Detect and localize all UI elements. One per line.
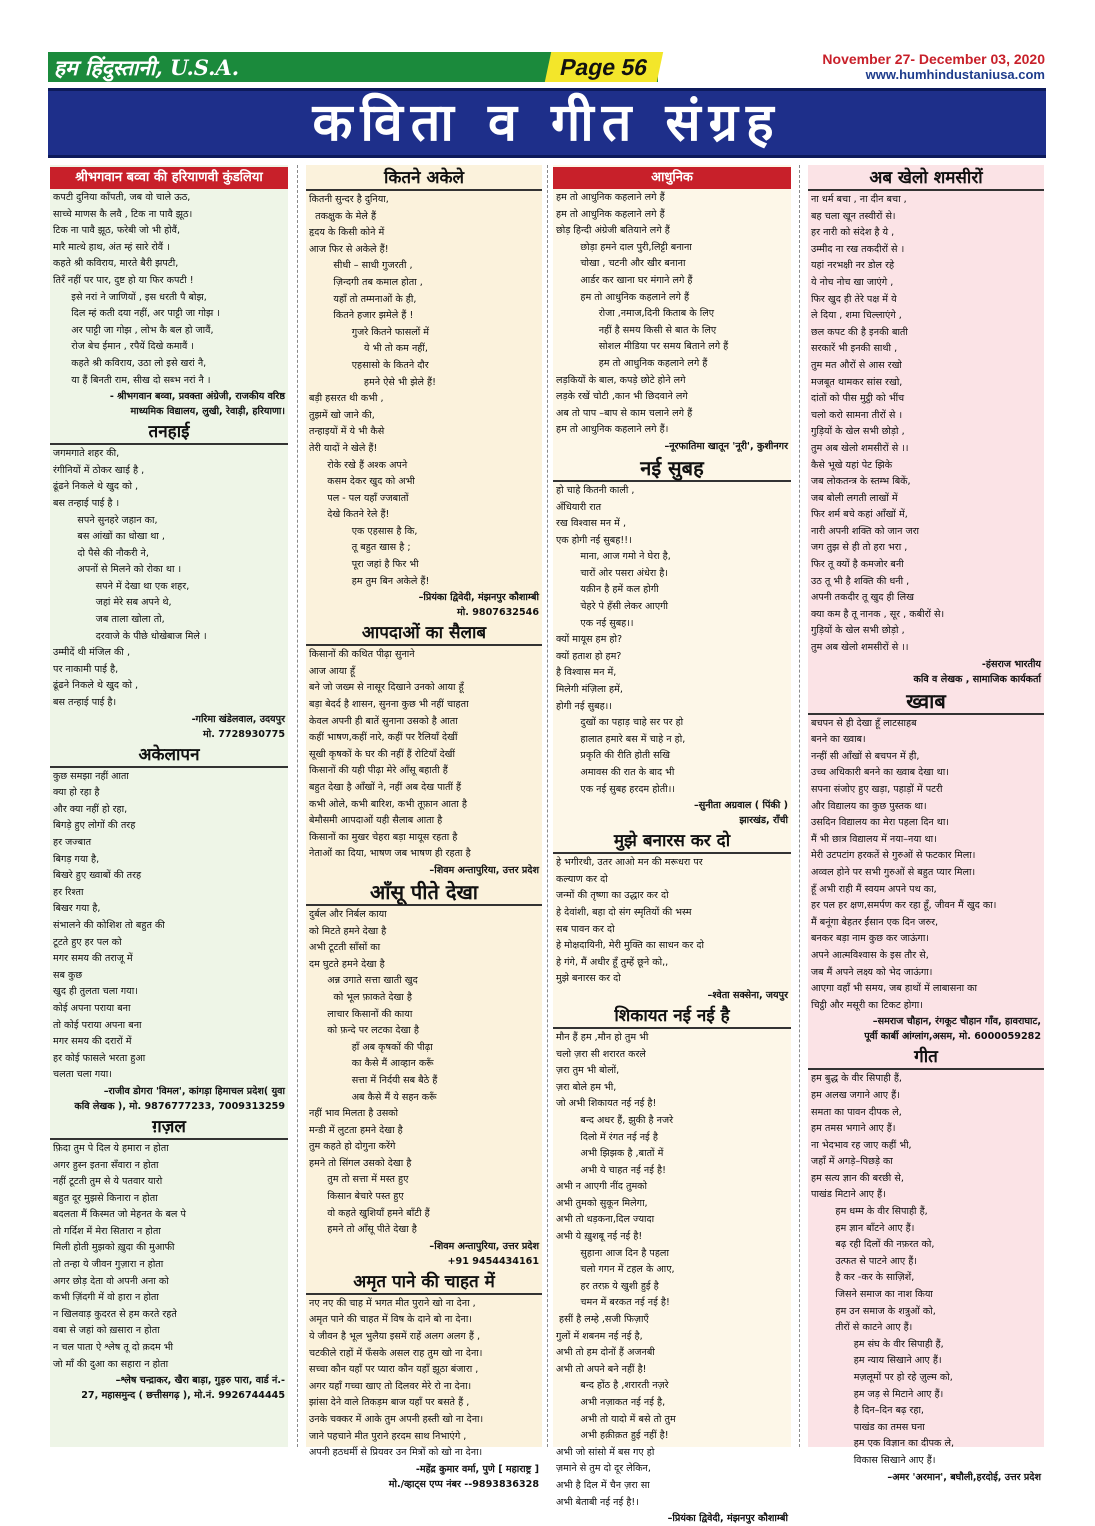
poem-title: ग़ज़ल bbox=[50, 1116, 288, 1140]
poem-author: - श्रीभगवान बव्वा, प्रवक्ता अंग्रेजी, राजकीय वरिष्ठ माध्यमिक विद्यालय, लुखी, रेवाड़ी, हरियाणा। bbox=[109, 391, 285, 418]
poem-text: कितनी सुन्दर है दुनिया, तकक्षुक के मेले हैं हृदय के किसी कोने में आज फिर से अकेले हैं! सीधी – साधी गुजरती , ज़िन्दगी तब कमाल होता , यहाँ तो तम्मनाओं के ही, कितने हजार झमेले हैं ! गुजरे कितने फासलों में ये भी तो कम नहीं, एहसासो के कितने दौर हमने ऐसे भी झेले हैं! बड़ी हसरत थी कभी , तुझमें खो जाने की, तन्हाइयों में ये भी कैसे तेरी यादों ने खेले हैं! रोके रखे हैं अश्क अपने कसम देकर खुद को अभी पल - पल यहाँ ज्जबातों देखे कितने रेले हैं! एक एहसास है कि, तू बहुत खास है ; पूरा जहां है फिर भी हम तुम बिन अकेले हैं! bbox=[309, 194, 436, 587]
poem-title: शिकायत नई नई है bbox=[553, 1005, 791, 1029]
poem-author: –प्रियंका द्विवेदी, मंझनपुर कौशाम्बी bbox=[667, 1513, 788, 1525]
poem-text: मौन हैं हम ,मौन हो तुम भी चलो ज़रा सी शरारत करले ज़रा तुम भी बोलों, ज़रा बोले हम भी, जो अभी शिकायत नई नई है! बन्द अधर हैं, झुकी है नजरे दिलो में रंगत नई नई है अभी झिझक है ,बातों में अभी ये चाहत नई नई है! अभी न आएगी नींद तुमको अभी तुमको सुकून मिलेगा, अभी तो धड़कना,दिल ज्यादा अभी ये ख़ुशबू नई नई है! सुहाना आज दिन है पहला चलो गगन में टहल के आए, हर तरफ़ ये खुशी हुई है चमन में बरकत नई नई है! हसीं है लम्हे ,सजी फिज़ाएँ गुलों में शबनम नई नई है, अभी तो हम दोनों हैं अजनबी अभी तो अपने बने नहीं है! बन्द होंठ है ,शरारती नज़रे अभी नज़ाकत नई नई है, अभी तो यादो में बसे तो तुम अभी हक़ीक़त हुई नहीं है! अभी जो सांसो में बस गए हो ज़माने से तुम दो दूर लेकिन, अभी है दिल में चैन ज़रा सा अभी बेताबी नई नई है!। bbox=[556, 1031, 676, 1508]
poem-text: बचपन से ही देखा हूँ लाटसाहब बनने का ख्वाब। नन्हीं सी आँखों से बचपन में ही, उच्च अधिकारी बनने का ख्वाब देखा था। सपना संजोए हुए खड़ा, पहाड़ों में पटरी और विद्यालय का कुछ पुस्तक था। उसदिन विद्यालय का मेरा पहला दिन था। मैं भी छात्र विद्यालय में नया–नया था। मेरी उटपटांग हरकतें से गुरुओं से फटकार मिला। अव्वल होने पर सभी गुरुओं से बहुत प्यार मिला। हूँ अभी राही मैं स्वयम अपने पथ का, हर पल हर क्षण,समर्पण कर रहा हूँ, जीवन मैं खुद का। मैं बनूंगा बेहतर ईंसान एक दिन जरुर, बनकर बड़ा नाम कुछ कर जाऊंगा। अपने आत्मविश्वास के इस तौर से, जब मैं अपने लक्ष्य को भेद जाऊंगा। आएगा वहाँ भी समय, जब हाथों में लाबासना का चिट्ठी और मसूरी का टिकट होगा। bbox=[811, 717, 997, 1011]
poem-text: दुर्बल और निर्बल काया को मिटते हमने देखा है अभी टूटती साँसों का दम घुटते हमने देखा है अन्न उगाते सत्ता खाती खुद को भूल फ़ाकते देखा है लाचार किसानों की काया को फ़न्दे पर लटका देखा है हाँ अब कृषकों की पीढ़ा का कैसे मैं आव्हान करूँ सत्ता में निर्दयी सब बैठे हैं अब कैसे मैं ये सहन करूँ नहीं भाव मिलता है उसको मन्डी में लुटता हमने देखा है तुम कहते हो दोगुना करेंगे हमने तो सिंगल उसको देखा है तुम तो सत्ता में मस्त हुए किसान बेचारे पस्त हुए वो कहते खुशियाँ हमने बाँटी हैं हमने तो आँसू पीते देखा है bbox=[309, 908, 438, 1236]
poem-title: श्रीभगवान बव्वा की हरियाणवी कुंडलिया bbox=[50, 167, 288, 189]
poem-author: -महेंद्र कुमार वर्मा, पुणे [ महाराष्ट्र ] मो./व्हाट्स एप्प नंबर --9893836328 bbox=[388, 1463, 539, 1490]
poem-title: मुझे बनारस कर दो bbox=[553, 830, 791, 854]
poem-author: –राजीव डोगरा 'विमल', कांगड़ा हिमाचल प्रदेश( युवा कवि लेखक ), मो. 9876777233, 7009313259 bbox=[74, 1085, 285, 1112]
column-4 bbox=[808, 165, 1044, 1483]
poem-author: –सुनीता अग्रवाल ( पिंकी ) झारखंड, राँची bbox=[693, 800, 788, 827]
masthead-bar bbox=[48, 52, 658, 82]
column-3 bbox=[553, 165, 791, 1525]
poem-title: अकेलापन bbox=[50, 744, 288, 768]
poem-text: हे भगीरथी, उतर आओ मन की मरूधरा पर कल्याण कर दो जन्मों की तृष्णा का उद्धार कर दो हे देवांशी, बहा दो संग स्मृतियों की भस्म सब पावन कर दो हे मोक्षदायिनी, मेरी मुक्ति का साधन कर दो हे गंगे, मैं अधीर हूँ तुम्हें छूने को,, मुझे बनारस कर दो bbox=[556, 857, 704, 985]
poem-text: हो चाहे कितनी काली , अँधियारी रात रख विश्वास मन में , एक होगी नई सुबह!!। माना, आज गमो ने घेरा है, चारों ओर पसरा अंधेरा है। यक़ीन है हमें कल होगी चेहरे पे हँसी लेकर आएगी एक नई सुबह।। क्यों मायूस हम हो? क्यों हताश हो हम? है विश्वास मन में, मिलेगी मंज़िला हमें, होगी नई सुबह।। दुखों का पहाड़ चाहे सर पर हो हालात हमारे बस में चाहे न हो, प्रकृति की रीति होती सखि अमावस की रात के बाद भी एक नई सुबह हरदम होती।। bbox=[556, 484, 686, 795]
poem-author: –समराज चौहान, रंगकूट चौहान गाँव, हावराघाट, पूर्वी कार्बी आंग्लांग,असम, मो. 6000059282 bbox=[864, 1016, 1041, 1043]
poem-text: फ़िदा तुम पे दिल ये हमारा न होता अगर हुस्न इतना सँवारा न होता नहीं टूटती तुम से ये पतवार यारो बहुत दूर मुझसे किनारा न होता बदलता मैं किस्मत जो मेहनत के बल पे तो गर्दिश में मेरा सितारा न होता मिली होती मुझको ख़ुदा की मुआफी तो तन्हा ये जीवन गुज़ारा न होता अगर छोड़ देता वो अपनी अना को कभी ज़िंदगी में वो हारा न होता न खिलवाड़ कुदरत से हम करते रहते वबा से जहां को ख़सारा न होता न चल पाता ऐ श्लेष तू दो क़दम भी जो माँ की दुआ का सहारा न होता bbox=[53, 1142, 186, 1370]
poem-title: आधुनिक bbox=[553, 167, 791, 189]
poem-author: -हंसराज भारतीय कवि व लेखक , सामाजिक कार्यकर्ता bbox=[913, 658, 1041, 685]
poem-text: किसानों की कथित पीढ़ा सुनाने आज आया हूँ बने जो जख्म से नासूर दिखाने उनको आया हूँ बड़ा बेदर्द है शासन, सुनना कुछ भी नहीं चाहता केवल अपनी ही बातें सुनाना उसको है आता कहीं भाषण,कहीं नारे, कहीं पर रैलियाँ देखीं सूखी कृषकों के घर की नहीं हैं रोटियाँ देखीं किसानों की यही पीढ़ा मेरे आँसू बहाती हैं बहुत देखा है आँखों ने, नहीं अब देख पातीं हैं कभी ओले, कभी बारिश, कभी तूफ़ान आता है बेमौसमी आपदाओं यही सैलाब आता है किसानों का मुखर चेहरा बड़ा मायूस रहता है नेताओं का दिया, भाषण जब भाषण ही रहता है bbox=[309, 649, 471, 860]
issue-date: November 27- December 03, 2020 bbox=[822, 51, 1045, 67]
poem-text: ना धर्म बचा , ना दीन बचा , बह चला खून तस्वीरों से। हर नारी को संदेश है ये , उम्मीद ना रख तकदीरों से । यहां नरभक्षी नर डोल रहे ये नोच नोच खा जाएंगे , फिर खुद ही तेरे पक्ष में ये ले दिया , शमा चिल्लाएंगे , छल कपट की है इनकी बाती सरकारें भी इनकी साथी , तुम मत औरों से आस रखो मजबूत थामकर सांस रखो, दांतों को पीस मुट्ठी को भींच चलो करो सामना तीरों से । गुड़ियों के खेल सभी छोड़ो , तुम अब खेलो शमसीरों से ।। कैसे भूखे यहां पेट झिके जब लोकतन्त्र के स्तम्भ बिकें, जब बोली लगती लाखों में फिर शर्म बचे कहां आँखों में, नारी अपनी शक्ति को जान जरा जग तुझ से ही तो हरा भरा , फिर तू क्यों है कमजोर बनी उठ तू भी है शक्ति की धनी , अपनी तकदीर तू खुद ही लिख क्या कम है तू नानक , सूर , कबीरों से। गुड़ियों के खेल सभी छोड़ो , तुम अब खेलो शमसीरों से ।। bbox=[811, 194, 945, 654]
poem-text: नए नए की चाह में भगत मीत पुराने खो ना देना , अमृत पाने की चाहत में विष के दाने बो ना देना। ये जीवन है भूल भुलैया इसमें राहें अलग अलग हैं , चटकीले राहों में फँसके असल राह तुम खो ना देना। सच्चा कौन यहाँ पर प्यारा कौन यहाँ झूठा बंजारा , अगर यहाँ गच्चा खाए तो दिलवर मेरे रो ना देना। झांसा देने वाले तिकड़म बाज यहाँ पर बसते हैं , उनके चक्कर में आके तुम अपनी हस्ती खो ना देना। जाने पहचाने मीत पुराने हरदम साथ निभाएंगे , अपनी हठधर्मी से प्रियवर उन मित्रों को खो ना देना। bbox=[309, 1297, 484, 1459]
poem-author: –प्रियंका द्विवेदी, मंझनपुर कौशाम्बी मो. 9807632546 bbox=[418, 592, 539, 619]
page-number: Page 56 bbox=[545, 52, 663, 82]
poem-author: –शिवम अन्तापुरिया, उत्तर प्रदेश bbox=[429, 864, 539, 876]
column-divider bbox=[297, 165, 298, 1447]
website-link[interactable]: www.humhindustaniusa.com bbox=[865, 67, 1045, 82]
poem-author: –श्वेता सक्सेना, जयपुर bbox=[707, 989, 788, 1001]
poem-title: अमृत पाने की चाहत में bbox=[306, 1271, 542, 1295]
poem-title: गीत bbox=[808, 1046, 1044, 1070]
poem-title: ख्वाब bbox=[808, 689, 1044, 715]
poem-title: आँसू पीते देखा bbox=[306, 880, 542, 906]
poem-title: कितने अकेले bbox=[306, 167, 542, 191]
masthead-title: हम हिंदुस्तानी, U.S.A. bbox=[54, 55, 240, 80]
poem-text: हम बुद्ध के वीर सिपाही हैं, हम अलख जगाने आए हैं। समता का पावन दीपक ले, हम तमस भगाने आए हैं। ना भेदभाव रह जाए कहीं भी, जहाँ में अगड़े–पिछड़े का हम सत्य ज्ञान की बरछी से, पाखंड मिटाने आए हैं। हम धम्म के वीर सिपाही हैं, हम ज्ञान बाँटने आए हैं। बढ़ रही दिलों की नफ़रत को, उत्फत से पाटने आए हैं। है कर -कर के साज़िशें, जिसने समाज का नाश किया हम उन समाज के शत्रुओं को, तीरों से काटने आए हैं। हम संघ के वीर सिपाही हैं, हम न्याय सिखाने आए हैं। मज़लूमों पर हो रहे ज़ुल्म को, हम जड़ से मिटाने आए हैं। है दिन–दिन बढ़ रहा, पाखंड का तमस घना हम एक विज्ञान का दीपक ले, विकास सिखाने आए हैं। bbox=[811, 1073, 955, 1466]
poem-text: हम तो आधुनिक कहलाने लगे हैं हम तो आधुनिक कहलाने लगे हैं छोड़ हिन्दी अंग्रेजी बतियाने लगे हैं छोड़ा हमने दाल पुरी,लिट्टी बनाना चोखा , चटनी और खीर बनाना आर्डर कर खाना घर मंगाने लगे हैं हम तो आधुनिक कहलाने लगे हैं रोजा ,नमाज,दिनी किताब के लिए नहीं है समय किसी से बात के लिए सोशल मीडिया पर समय बिताने लगे हैं हम तो आधुनिक कहलाने लगे हैं लड़कियों के बाल, कपड़े छोटे होने लगे लड़के रखें चोटी ,कान भी छिदवाने लगे अब तो पाप –बाप से काम चलाने लगे हैं हम तो आधुनिक कहलाने लगे हैं। bbox=[556, 192, 729, 436]
poem-title: नई सुबह bbox=[553, 456, 791, 482]
poem-author: -गरिमा खंडेलवाल, उदयपुर मो. 7728930775 bbox=[191, 713, 285, 740]
poem-author: –श्लेष चन्द्राकर, खैरा बाड़ा, गुड़रु पारा, वार्ड नं.- 27, महासमुन्द ( छत्तीसगढ़ ), मो.नं. 9926744445 bbox=[81, 1375, 285, 1402]
poem-author: –अमर 'अरमान', बघौली,हरदोई, उत्तर प्रदेश bbox=[887, 1471, 1041, 1483]
column-divider bbox=[799, 165, 800, 1447]
poem-title: तनहाई bbox=[50, 421, 288, 445]
poem-author: –नूरफातिमा खातून 'नूरी', कुशीनगर bbox=[664, 440, 788, 452]
poem-text: जगमगाते शहर की, रंगीनियों में ठोकर खाई है , ढूंढने निकले थे खुद को , बस तन्हाई पाई है । सपने सुनहरे जहान का, बस आंखों का धोखा था , दो पैसे की नौकरी ने, अपनों से मिलने को रोका था । सपने में देखा था एक शहर, जहां मेरे सब अपने थे, जब ताला खोला तो, दरवाजे के पीछे धोखेबाज मिले । उम्मीदें थी मंजिल की , पर नाकामी पाई है, ढूंढने निकले थे खुद को , बस तन्हाई पाई है। bbox=[53, 448, 207, 709]
column-2 bbox=[306, 165, 542, 1490]
poem-title: अब खेलो शमसीरों bbox=[808, 167, 1044, 191]
column-divider bbox=[547, 165, 548, 1447]
section-banner: कविता व गीत संग्रह bbox=[48, 88, 1046, 158]
poem-text: कपटी दुनिया काँपती, जब वो चाले ऊठ, साच्चे माणस कै लवै , टिक ना पावै झूठ। टिक ना पावै झूठ, फरेबी जो भी होवैं, मारै मात्थे हाथ, अंत म्हं सारे रोवैं । कहते श्री कविराय, मारते बैरी झपटी, तिरँ नहीं पर पार, दुष्ट हो या फिर कपटी ! इसे नरां ने जाणियों , इस धरती पै बोझ, दिल म्हं कती दया नहीं, अर पाट्टी जा गोझ । अर पाट्टी जा गोझ , लोभ कै बल हो जावैं, रोज बेच ईमान , रपैयें दिखे कमावैं । कहते श्री कविराय, उठा लो इसे खरां नै, या हैं बिनती राम, सीख दो सब्भ नरां नै । bbox=[53, 192, 220, 386]
poem-text: कुछ समझा नहीं आता क्या हो रहा है और क्या नहीं हो रहा, बिगड़े हुए लोगों की तरह हर जज्बात बिगड़ गया है, बिखरे हुए ख्वाबों की तरह हर रिश्ता बिखर गया है, संभालने की कोशिश तो बहुत की टूटते हुए हर पल को मगर समय की तराजू में सब कुछ खुद ही तुलता चला गया। कोई अपना पराया बना तो कोई पराया अपना बना मगर समय की दरारों में हर कोई फासले भरता हुआ चलता चला गया। bbox=[53, 770, 165, 1081]
column-1 bbox=[50, 165, 288, 1447]
issue-info bbox=[780, 52, 1045, 82]
poem-title: आपदाओं का सैलाब bbox=[306, 622, 542, 646]
poem-author: –शिवम अन्तापुरिया, उत्तर प्रदेश +91 9454434161 bbox=[429, 1240, 539, 1267]
